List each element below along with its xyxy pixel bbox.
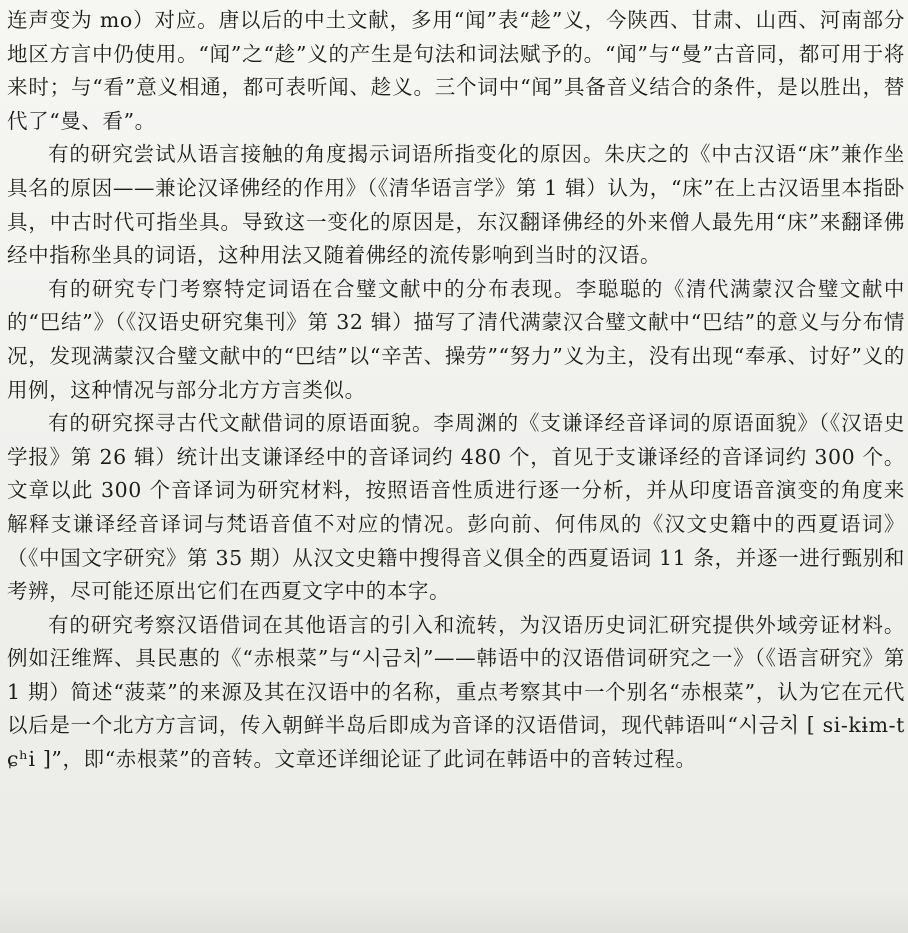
paragraph-3: 有的研究专门考察特定词语在合璧文献中的分布表现。李聪聪的《清代满蒙汉合璧文献中的“巴结”》（《汉语史研究集刊》第 32 辑）描写了清代满蒙汉合璧文献中“巴结”的意义与分布情况，发现满蒙汉合璧文献中的“巴结”以“辛苦、操劳”“努力”义为主，没有出现“奉承、讨好”义的用例，这种情况与部分北方方言类似。 [7,276,905,402]
paragraph-1: 连声变为 mo）对应。唐以后的中土文献，多用“闻”表“趁”义，今陕西、甘肃、山西、河南部分地区方言中仍使用。“闻”之“趁”义的产生是句法和词法赋予的。“闻”与“曼”古音同，都可用于将来时；与“看”意义相通，都可表听闻、趁义。三个词中“闻”具备音义结合的条件，是以胜出，替代了“曼、看”。 [7,8,905,133]
page-bottom-shadow [0,893,908,933]
paragraph-2: 有的研究尝试从语言接触的角度揭示词语所指变化的原因。朱庆之的《中古汉语“床”兼作坐具名的原因——兼论汉译佛经的作用》（《清华语言学》第 1 辑）认为，“床”在上古汉语里本指卧具，中古时代可指坐具。导致这一变化的原因是，东汉翻译佛经的外来僧人最先用“床”来翻译佛经中指称坐具的词语，这种用法又随着佛经的流传影响到当时的汉语。 [7,142,905,268]
paragraph-4: 有的研究探寻古代文献借词的原语面貌。李周渊的《支谦译经音译词的原语面貌》（《汉语史学报》第 26 辑）统计出支谦译经中的音译词约 480 个，首见于支谦译经的音译词约 300 个。文章以此 300 个音译词为研究材料，按照语音性质进行逐一分析，并从印度语音演变的角度来解释支谦译经音译词与梵语音值不对应的情况。彭向前、何伟凤的《汉文史籍中的西夏语词》（《中国文字研究》第 35 期）从汉文史籍中搜得音义俱全的西夏语词 11 条，并逐一进行甄别和考辨，尽可能还原出它们在西夏文字中的本字。 [7,411,905,604]
body-text [7,4,905,777]
paragraph-5: 有的研究考察汉语借词在其他语言的引入和流转，为汉语历史词汇研究提供外域旁证材料。例如汪维辉、具民惠的《“赤根菜”与“시금치”——韩语中的汉语借词研究之一》（《语言研究》第 1 期）简述“菠菜”的来源及其在汉语中的名称，重点考察其中一个别名“赤根菜”，认为它在元代以后是一个北方方言词，传入朝鲜半岛后即成为音译的汉语借词，现代韩语叫“시금치 [ si-kɨm-tɕʰi ]”，即“赤根菜”的音转。文章还详细论证了此词在韩语中的音转过程。 [7,612,905,772]
